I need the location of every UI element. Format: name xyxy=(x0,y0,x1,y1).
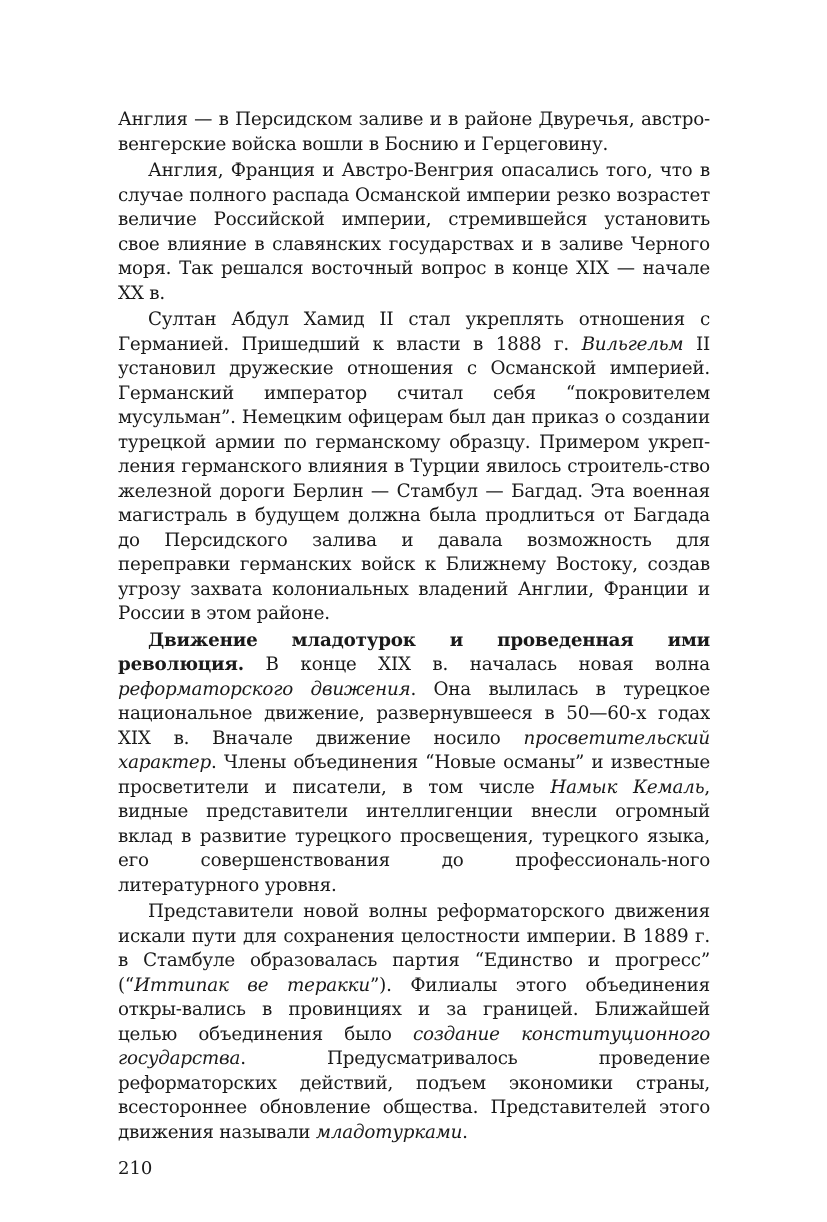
text-run: В конце XIX в. началась новая волна xyxy=(243,654,710,675)
italic-term: просветительский характер xyxy=(118,727,710,773)
text-run: . Члены объединения “Новые османы” и известные просветители и писатели, в том числе xyxy=(118,752,710,798)
paragraph-3 xyxy=(118,308,710,629)
text-run: Султан Абдул Хамид II стал укреплять отношения с Германией. Пришедший к власти в 1888 г. xyxy=(118,309,710,355)
page-number: 210 xyxy=(118,1158,153,1179)
text-run: , видные представители интеллигенции внесли огромный вклад в развитие турецкого просвещения, турецкого языка, его совершенствования до профессиональ-ного литературного уровня. xyxy=(118,776,710,896)
text-run: . Предусматривалось проведение реформаторских действий, подъем экономики страны, всестороннее обновление общества. Представителей этого движения называли xyxy=(118,1048,710,1143)
text-run: Представители новой волны реформаторского движения искали пути для сохранения целостности империи. В 1889 г. в Стамбуле образовалась партия “Единство и прогресс” (“ xyxy=(118,901,710,996)
italic-term: реформаторского движения xyxy=(118,678,411,700)
paragraph-5 xyxy=(118,900,710,1147)
text-run: . xyxy=(462,1121,468,1143)
page-body xyxy=(118,108,710,1147)
italic-term: Намык Кемаль xyxy=(550,776,705,798)
text-run: Англия — в Персидском заливе и в районе Двуречья, австро-венгерские войска вошли в Боснию и Герцеговину. xyxy=(118,109,710,155)
paragraph-1 xyxy=(118,108,710,159)
paragraph-4 xyxy=(118,629,710,901)
section-heading: Движение младотурок и проведенная ими революция. xyxy=(118,629,710,675)
text-run: ”). Филиалы этого объединения откры-вались в провинциях и за границей. Ближайшей целью объединения было xyxy=(118,974,710,1045)
italic-term: создание конституционного государства xyxy=(118,1023,710,1069)
text-run: II установил дружеские отношения с Османской империей. Германский император считал себя “покровителем мусульман”. Немецким офицерам был дан приказ о создании турецкой армии по германскому образцу. Примером укреп-ления германского влияния в Турции явилось строитель-ство железной дороги Берлин — Стамбул — Багдад. Эта военная магистраль в будущем должна была продлиться от Багдада до Персидского залива и давала возможность для переправки германских войск к Ближнему Востоку, создав угрозу захвата колониальных владений Англии, Франции и России в этом районе. xyxy=(118,333,711,624)
italic-term: Вильгельм xyxy=(581,333,684,355)
text-run: . Она вылилась в турецкое национальное движение, развернувшееся в 50—60-х годах XIX в. Вначале движение носило xyxy=(118,678,710,749)
text-run: Англия, Франция и Австро-Венгрия опасались того, что в случае полного распада Османской империи резко возрастет величие Российской империи, стремившейся установить свое влияние в славянских государствах и в заливе Черного моря. Так решался восточный вопрос в конце XIX — начале XX в. xyxy=(118,160,710,304)
paragraph-2 xyxy=(118,159,710,308)
italic-term: Иттипак ве теракки xyxy=(134,974,370,996)
italic-term: младотурками xyxy=(315,1121,463,1143)
